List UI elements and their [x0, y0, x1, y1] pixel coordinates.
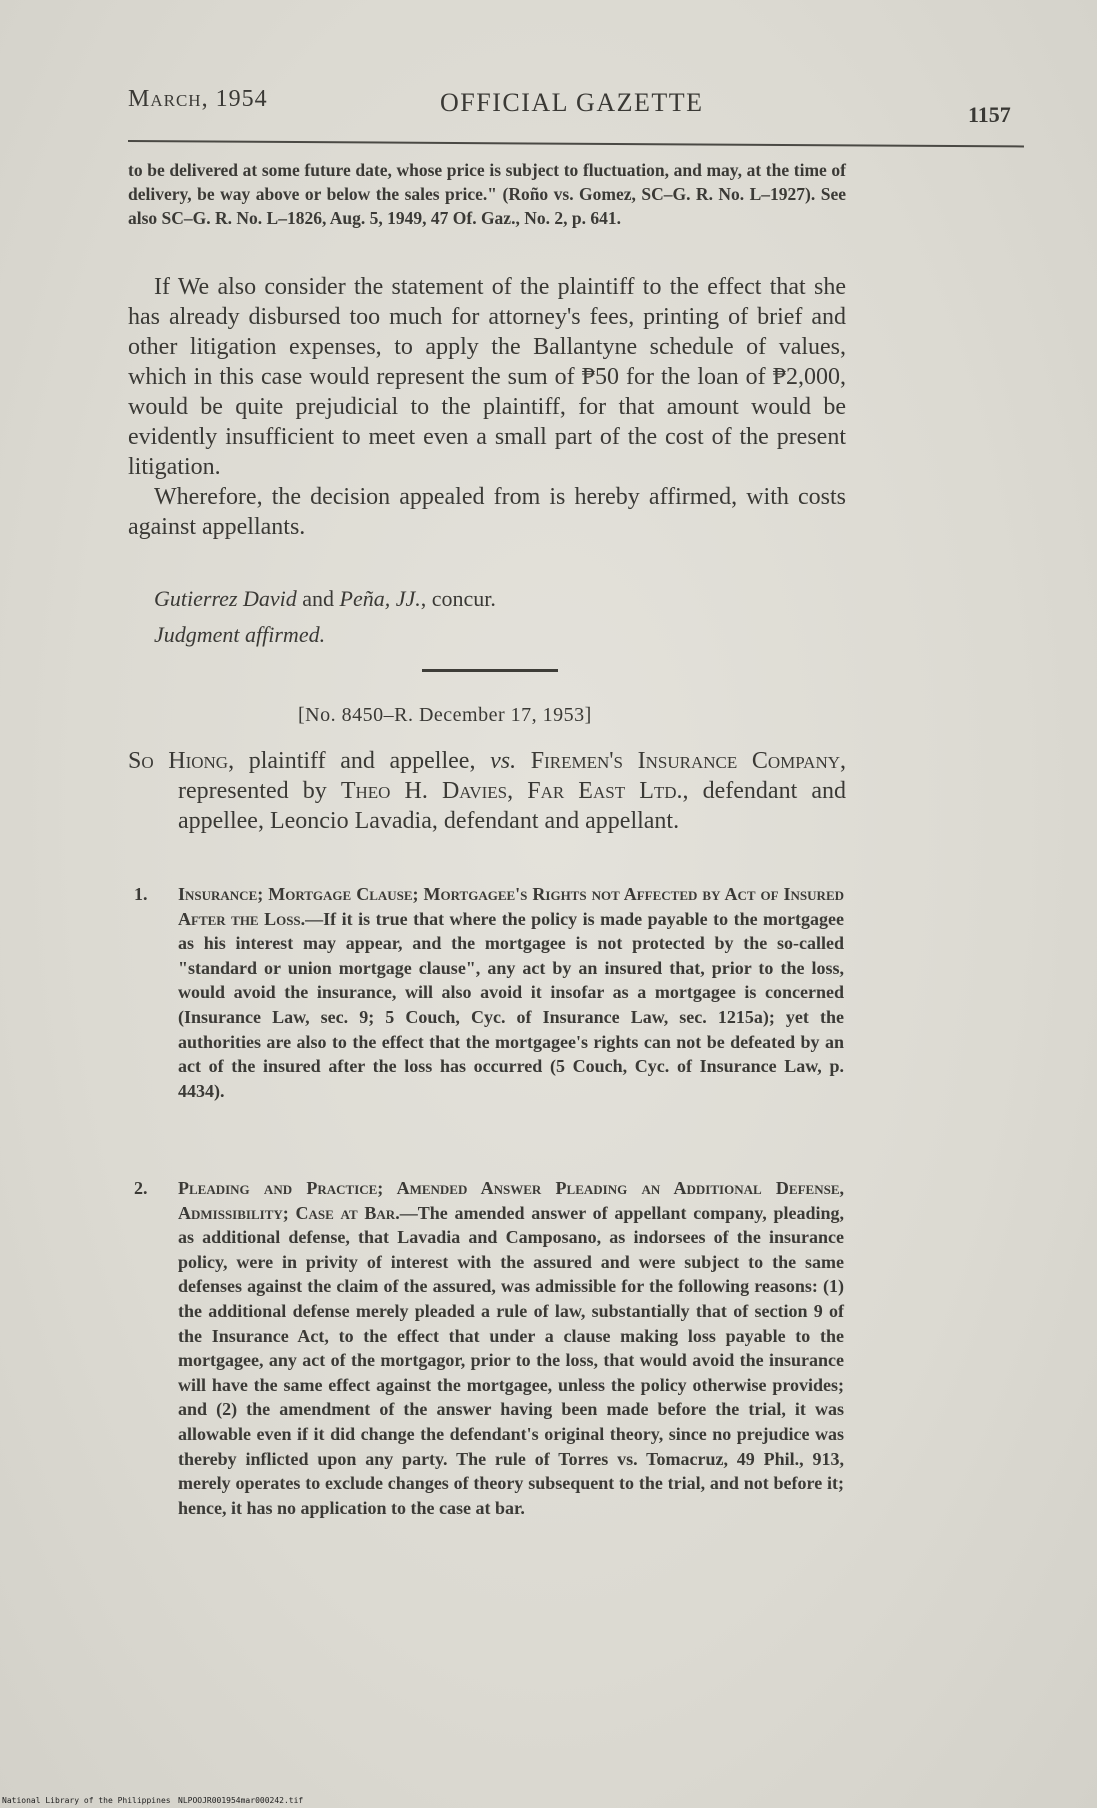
- case-caption: [128, 746, 846, 836]
- case-number: [No. 8450–R. December 17, 1953]: [298, 704, 592, 726]
- concur-justice-1: Gutierrez David: [154, 586, 297, 611]
- syllabus-1: [134, 882, 844, 1103]
- syllabus-1-number: 1.: [134, 884, 148, 904]
- caption-plaintiff: So Hiong: [128, 748, 229, 774]
- paragraph-costs: If We also consider the statement of the plaintiff to the effect that she has already disbursed too much for attorney's fees, printing of brief and other litigation expenses, to apply the Ballantyne schedule of values, which in this case would represent the sum of ₱50 for the loan of ₱2,000, would be quite prejudicial to the plaintiff, for that amount would be evidently insufficient to meet even a small part of the cost of the present litigation.: [128, 274, 846, 480]
- header-rule: [128, 140, 1024, 147]
- syllabus-1-heading: Insurance; Mortgage Clause; Mortgagee's Rights not Affected by Act of Insured After the Loss.: [178, 884, 845, 929]
- caption-part3: , defendant and appellee, Leoncio Lavadia, defendant and appellant.: [178, 778, 846, 834]
- header-page-number: 1157: [968, 102, 1011, 127]
- header-gazette-title: OFFICIAL GAZETTE: [440, 88, 704, 117]
- syllabus-2-text: —The amended answer of appellant company, pleading, as additional defense, that Lavadia and Camposano, as indorsees of the insurance policy, were in privity of interest with the assured and were subject to the same defenses against the claim of the assured, was admissible for the following reasons: (1) the additional defense merely pleaded a rule of law, substantially that of section 9 of the Insurance Act, to the effect that under a clause making loss payable to the mortgagee, any act of the mortgagor, prior to the loss, that would avoid the insurance will have the same effect against the mortgagee, unless the policy otherwise provides; and (2) the amendment of the answer having been made before the trial, it was allowable even if it did change the defendant's original theory, since no prejudice was thereby inflicted upon any party. The rule of Torres vs. Tomacruz, 49 Phil., 913, merely operates to exclude changes of theory subsequent to the trial, and not before it; hence, it has no application to the case at bar.: [178, 1202, 844, 1518]
- caption-part2: , represented by: [178, 748, 847, 804]
- quote-continuation: to be delivered at some future date, whose price is subject to fluctuation, and may, at the time of delivery, be way above or below the sales price." (Roño vs. Gomez, SC–G. R. No. L–1927). See also SC–G. R. No. L–1826, Aug. 5, 1949, 47 Of. Gaz., No. 2, p. 641.: [128, 160, 846, 228]
- concur-suffix: , concur.: [420, 586, 496, 611]
- syllabus-2-number: 2.: [134, 1178, 148, 1198]
- paragraph-wherefore: Wherefore, the decision appealed from is hereby affirmed, with costs against appellants.: [128, 484, 846, 540]
- header-month: March, 1954: [128, 86, 268, 112]
- judgment-text: Judgment affirmed.: [154, 622, 326, 647]
- concur-and: and: [302, 586, 335, 611]
- caption-defendant: Firemen's Insurance Company: [530, 748, 841, 774]
- syllabus-2: [134, 1176, 844, 1520]
- caption-representative: Theo H. Davies, Far East Ltd.: [340, 778, 683, 804]
- syllabus-2-heading: Pleading and Practice; Amended Answer Pleading an Additional Defense, Admissibility; Case at Bar.: [178, 1178, 844, 1223]
- judgment-line: [154, 622, 325, 648]
- caption-part1: , plaintiff and appellee,: [228, 748, 491, 774]
- concur-justice-2: Peña, JJ.: [339, 586, 421, 611]
- footer-library: National Library of the Philippines: [2, 1796, 171, 1805]
- caption-vs: vs.: [490, 748, 517, 774]
- section-divider: [422, 669, 558, 672]
- concurrence-line: [154, 586, 496, 612]
- opinion-body: [128, 272, 846, 542]
- syllabus-1-text: —If it is true that where the policy is made payable to the mortgagee as his interest may appear, and the mortgagee is not protected by the so-called "standard or union mortgage clause", any act by an insured that, prior to the loss, would avoid the insurance, will also avoid it insofar as a mortgagee is concerned (Insurance Law, sec. 9; 5 Couch, Cyc. of Insurance Law, sec. 1215a); yet the authorities are also to the effect that the mortgagee's rights can not be defeated by an act of the insured after the loss has occurred (5 Couch, Cyc. of Insurance Law, p. 4434).: [178, 908, 845, 1101]
- footer-filename: NLPOOJR001954mar000242.tif: [178, 1796, 304, 1805]
